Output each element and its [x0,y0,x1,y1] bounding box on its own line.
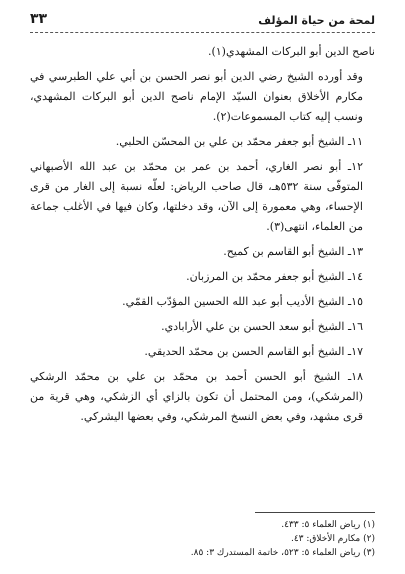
page-number: ٣٣ [30,11,48,27]
list-item: ١٣ـ الشيخ أبو القاسم بن كميح. [223,245,363,258]
list-item: ١١ـ الشيخ أبو جعفر محمّد بن علي بن المحسّن الحلبي. [115,135,363,148]
footnote: (٣) رياض العلماء ٥: ٥٢٣، خاتمة المستدرك ٣: ٨٥. [190,548,375,558]
main-text [30,42,375,432]
list-item: ١٨ـ الشيخ أبو الحسن أحمد بن محمّد بن علي بن محمّد الرشكي (المرشكي)، ومن المحتمل أن تكون بالزاي أي الزشكي، وهي قرية من قرى مشهد، وفي بعض النسخ المرشكي، وفي بعضها اليشركي. [30,370,363,423]
list-item: ١٥ـ الشيخ الأديب أبو عبد الله الحسين المؤدّب القمّي. [122,295,363,308]
list-item: ١٢ـ أبو نصر الغاري، أحمد بن عمر بن محمّد بن عبد الله الأصبهاني المتوفّى سنة ٥٣٢هـ، قال صاحب الرياض: لعلّه نسبة إلى الغار من قرى الإحساء، وهي معمورة إلى الآن، وقد دخلتها، وكان فيها في الأغلب جماعة من العلماء، انتهى(٣). [30,160,364,233]
paragraph: وقد أورده الشيخ رضي الدين أبو نصر الحسن بن أبي علي الطبرسي في مكارم الأخلاق بعنوان السيّد الإمام ناصح الدين أبو البركات المشهدي، ونسب إليه كتاب المسموعات(٢). [30,70,363,123]
paragraph: ناصح الدين أبو البركات المشهدي(١). [207,45,375,58]
footnote-divider [255,512,375,513]
footnote: (٢) مكارم الأخلاق: ٤٣. [290,534,375,544]
list-item: ١٦ـ الشيخ أبو سعد الحسن بن علي الأرابادي. [161,320,363,333]
footnote: (١) رياض العلماء ٥: ٤٣٣. [281,520,375,530]
header-title: لمحة من حياة المؤلف [258,14,375,27]
list-item: ١٧ـ الشيخ أبو القاسم الحسن بن محمّد الحديقي. [144,345,363,358]
running-header [30,11,375,33]
list-item: ١٤ـ الشيخ أبو جعفر محمّد بن المرزبان. [186,270,363,283]
footnotes [30,518,375,560]
